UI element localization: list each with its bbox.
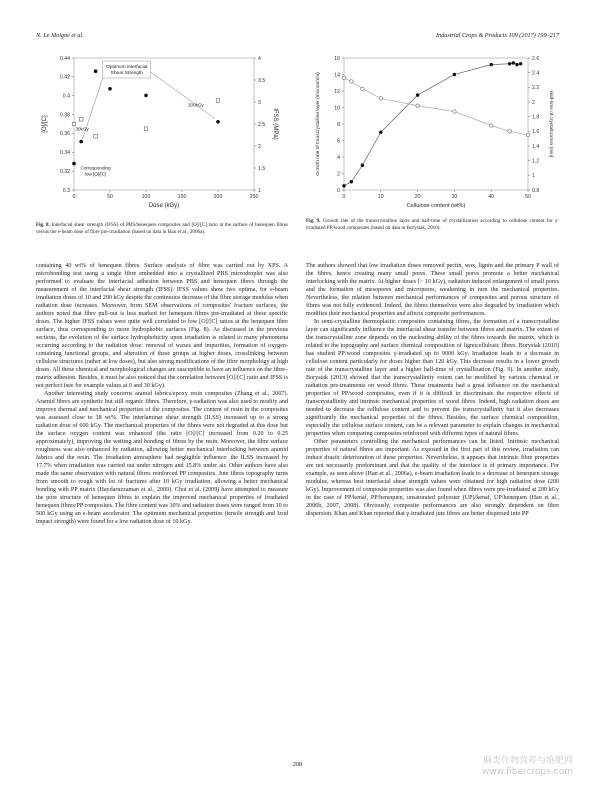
y-right-tick-label: 2.4: [532, 70, 540, 77]
y-right-tick-label: 0.8: [532, 187, 540, 194]
right-paragraph-1: The authors showed that low irradiation doses removed pectin, wax, lignin and the primary P wall of the fibres, hence creating many small pores. These small pores promote a better mechanical interlocking with the matrix. At higher doses (> 10 kGy), radiation induced enlargement of small pores and the formation of mesopores and micropores, weakening in turn the mechanical properties. Nevertheless, the relation between mechanical performances of composites and porous structure of fibres was not fully evidenced. Indeed, the fibres themselves were also degraded by irradiation which modifies their mechanical properties and affects composite performances.: [306, 263, 559, 317]
y-left-tick-label: 8: [337, 121, 340, 128]
figure-9-caption: [306, 218, 559, 232]
growth-rate-point: [379, 131, 382, 134]
x-tick-label: 100: [141, 194, 151, 200]
growth-rate-point: [519, 62, 522, 65]
y-right-tick-label: 3: [258, 99, 261, 106]
half-time-point: [350, 80, 354, 84]
annotation-optimum-line-1: Optimum interfacial: [106, 65, 148, 70]
y-right-tick-label: 1.4: [532, 143, 540, 150]
y-right-tick-label: 3.5: [258, 77, 266, 84]
y-right-tick-label: 1.6: [532, 129, 540, 136]
ifss-point: [94, 69, 98, 73]
figure-9-caption-text: Growth rate of the transcrystalline layer and half-time of crystallization according to cellulose content for γ-irradiated PP/wood composites (based on data in Borysiak, 2010).: [306, 218, 559, 231]
y-left-tick-label: 0.3: [62, 187, 70, 194]
y-left-tick-label: 14: [334, 72, 340, 79]
oc-ratio-point: [79, 117, 83, 121]
ifss-point: [79, 140, 83, 144]
x-axis-label: Dose (kGy): [148, 203, 180, 209]
annotation-200kgy: 200kGy: [188, 102, 204, 108]
y-left-tick-label: 0.4: [62, 93, 70, 100]
half-time-point: [416, 104, 420, 108]
y-left-tick-label: 0.42: [59, 74, 70, 81]
half-time-line: [344, 78, 528, 135]
y-left-tick-label: 0.44: [59, 55, 70, 62]
y-right-tick-label: 1.5: [258, 165, 266, 172]
left-paragraph-2: Another interesting study concerns aramid fabrics/epoxy resin composites (Zhang et al., 2007). Aramid fibres are synthetic but still organic fibres. Therefore, γ-radiation was also used to modify and improve thermal and mechanical properties of the composites. The content of resin in the composites was assessed close to 38 wt%. The interlaminar shear strength (ILSS) increased up to a strong radiation dose of 600 kGy. The mechanical properties of the fibres were not degraded at this dose but the surface oxygen content was enhanced (the ratio [O]/[C] increased from 0.20 to 0.25 approximately), improving the wetting and bonding of fibres by the resin. Moreover, the fibre surface roughness was also enhanced by radiation, allowing better mechanical interlocking between aramid fabrics and the resin. The irradiation atmosphere had negligible influence: the ILSS increased by 17.7% when irradiation was carried out under nitrogen and 15.8% under air. Other authors have also made the same observation with natural fibres reinforced PP composites. Jute fibres topography turns from smooth to rough with lot of fractures after 10 kGy irradiation, allowing a better mechanical bonding with PP matrix (Haydaruzzaman et al., 2009). Choi et al. (2009) have attempted to measure the pore structure of henequen fibres to explain the improved mechanical properties of irradiated henequen fibres/PP composites. The fibre content was 30% and radiation doses were ranged from 10 to 500 kGy using an e-beam accelerator. The optimum mechanical properties (tensile strength and Izod impact strength) were found for a low radiation dose of 10 kGy.: [36, 391, 288, 525]
x-tick-label: 50: [107, 194, 113, 200]
half-time-point: [361, 87, 365, 91]
growth-rate-point: [342, 184, 345, 187]
x-tick-label: 0: [72, 194, 76, 200]
annotation-low-oc-line-1: Corresponding: [80, 165, 111, 171]
right-column: [306, 262, 559, 518]
growth-rate-point: [508, 62, 511, 65]
y-left-tick-label: 0.36: [59, 131, 70, 138]
y-left-tick-label: 0.34: [59, 150, 70, 157]
figure-9: [306, 50, 559, 210]
y-left-tick-label: 0.32: [59, 168, 70, 175]
ifss-point: [108, 87, 112, 91]
y-left-tick-label: 12: [334, 88, 340, 95]
x-tick-label: 0: [342, 194, 346, 200]
y-left-tick-label: 0: [337, 187, 340, 194]
growth-rate-line: [344, 63, 521, 186]
y-left-tick-label: 6: [337, 138, 340, 145]
figure-8-caption: [36, 222, 288, 236]
y-left-tick-label: 0.38: [59, 112, 70, 119]
figure-9-caption-label: Fig. 9.: [306, 218, 321, 224]
right-paragraph-3: Other parameters controlling the mechanical performances can be listed. Intrinsic mechanical properties of natural fibres are important. As exposed in the first part of this review, irradiation can induce drastic deterioration of these properties. Nevertheless, it appears that intrinsic fibre properties are not necessarily predominant and that the quality of the interface is of primary importance. For example, as seen above (Han et al., 2006a), e-beam irradiation leads to a decrease of henequen storage modulus, whereas best interfacial shear strength values were obtained for high radiation dose (200 kGy). Improvement of composite properties was also found when fibres were pre-irradiated at 200 kGy in the case of PP/kenaf, PP/henequen, unsaturated polyester (UP)/kenaf, UP/henequen (Han et al., 2006b, 2007, 2008). Obviously, composite performances are also strongly dependent on fibre dispersion. Khan and Khan reported that γ-irradiated jute fibres are better dispersed into PP: [306, 439, 559, 517]
x-tick-label: 150: [177, 194, 187, 200]
annotation-arrow-optimum-high: [151, 72, 215, 119]
x-tick-label: 40: [488, 194, 495, 200]
left-paragraph-1: containing 40 wt% of henequen fibres. Surface analysis of fibre was carried out by XPS. A microbonding test using a single fibre embedded into a crystallized PBS microdroplet was also performed to evaluate the interfacial adhesion between PBS and henequen fibres through the measurement of the interfacial shear strength (IFSS). IFSS values show two optima, for e-beam irradiation doses of 10 and 200 kGy despite the continuous decrease of the fibre storage modulus when radiation dose increases. Moreover, from SEM observations of composites' fracture surfaces, the authors noted that fibre pull-out is less marked for henequen fibres pre-irradiated at these specific doses. The higher IFSS values were quite well correlated to low [O]/[C] ratios at the henequen fibre surface, thus corresponding to more hydrophobic surfaces (Fig. 8). As discussed in the previous sections, the evolution of the surface hydrophobicity upon irradiation is related to many phenomena occurring according to the radiation dose: removal of waxes and impurities, formation of oxygen-containing functional groups, and alteration of these groups at higher doses, crosslinking between cellulose structures (rather at low doses), but also strong modifications of the fibre morphology at high doses. All these chemical and morphological changes are susceptible to have an influence on the fibre–matrix adhesion. Besides, it must be also noticed that the correlation between [O]/[C] ratio and IFSS is not perfect (see for example values at 0 and 30 kGy).: [36, 263, 288, 389]
half-time-point: [508, 130, 512, 134]
running-header-authors: N. Le Moigne et al.: [36, 32, 84, 39]
plot-frame: [344, 58, 528, 190]
ifss-point: [72, 162, 76, 166]
growth-rate-point: [361, 164, 364, 167]
y-left-tick-label: 4: [337, 154, 340, 161]
oc-ratio-point: [216, 99, 220, 103]
x-tick-label: 200: [213, 194, 223, 200]
oc-ratio-point: [144, 127, 148, 131]
figure-8: [36, 50, 288, 215]
growth-rate-point: [350, 180, 353, 183]
y-right-tick-label: 2.6: [532, 55, 540, 62]
x-axis-label: Cellulose content (wt%): [406, 203, 466, 209]
watermark-line-2: www.fibercrops.com: [482, 767, 573, 777]
right-paragraph-2: In semi-crystalline thermoplastic composites containing fibres, the formation of a transcrystalline layer can significantly influence the interfacial shear transfer between fibres and matrix. The extent of the transcrystalline zone depends on the nucleating ability of the fibres towards the matrix, which is related to the topography and surface chemical composition of lignocellulosic fibres. Borysiak (2010) has studied PP/wood composites γ-irradiated up to 9000 kGy. Irradiation leads to a decrease in cellulose content particularly for doses higher than 120 kGy. This decrease results in a lower growth rate of the transcrystalline layer and a higher half-time of crystallization (Fig. 9). In another study, Borysiak (2013) showed that the transcrystallinity extent can be modified by various chemical or radiation pre-treatments on wood fibres. These treatments had a great influence on the mechanical properties of PP/wood composites, even if it is difficult to discriminate the respective effects of transcrystallinity and intrinsic mechanical properties of wood fibres. Indeed, high radiation doses are needed to decrease the cellulose content and to prevent the transcrystallinity but it also decreases significantly the mechanical properties of the fibres. Besides, the surface chemical composition, especially the cellulose surface content, can be a relevant parameter to explain changes in mechanical properties when comparing composites reinforced with different types of natural fibres.: [306, 319, 559, 437]
half-time-point: [342, 76, 346, 80]
x-tick-label: 50: [525, 194, 531, 200]
oc-ratio-point: [72, 122, 76, 126]
y-right-tick-label: 4: [258, 55, 261, 62]
watermark-line-1: 麻类作物营养与施肥网: [482, 756, 573, 766]
growth-rate-point: [416, 93, 419, 96]
half-time-point: [379, 97, 383, 101]
x-tick-label: 10: [377, 194, 384, 200]
figure-8-caption-label: Fig. 8.: [36, 222, 50, 228]
half-time-point: [489, 124, 493, 128]
ifss-point: [216, 120, 220, 124]
x-tick-label: 250: [249, 194, 259, 200]
page-number: 208: [292, 761, 303, 768]
y-right-axis-label: Half-time of crystallization (min): [548, 90, 553, 158]
growth-rate-point: [490, 63, 493, 66]
y-left-tick-label: 2: [337, 171, 340, 178]
growth-rate-point: [453, 73, 456, 76]
y-right-tick-label: 1.8: [532, 114, 540, 121]
y-left-axis-label: [O]/[C]: [42, 115, 48, 133]
growth-rate-point: [512, 61, 515, 64]
running-header-journal: Industrial Crops & Products 109 (2017) 199–217: [436, 32, 559, 39]
left-column: [36, 262, 288, 526]
y-right-tick-label: 1: [258, 187, 261, 194]
annotation-30kgy: 30kGy: [75, 126, 89, 132]
figure-8-chart: [36, 50, 288, 215]
growth-rate-point: [515, 63, 518, 66]
y-right-tick-label: 1: [532, 173, 535, 180]
y-right-axis-label: IFSS (MPa): [272, 108, 278, 140]
oc-ratio-point: [94, 134, 98, 138]
annotation-low-oc-line-2: low [O]/[C]: [84, 171, 107, 177]
y-right-tick-label: 2: [532, 99, 535, 106]
y-left-tick-label: 16: [334, 55, 340, 62]
y-right-tick-label: 1.2: [532, 158, 540, 165]
half-time-point: [526, 133, 530, 137]
figure-8-caption-text: Interfacial shear strength (IFSS) of PBS/henequen composites and [O]/[C] ratio at the surface of henequen fibres versus the e-beam dose of fibre pre-irradiation (based on data in Han et al., 2006a).: [36, 222, 288, 235]
y-right-tick-label: 2.5: [258, 121, 266, 128]
x-tick-label: 20: [414, 194, 421, 200]
y-left-axis-label: Growth rate of transcrystalline layer (micron/min): [316, 72, 321, 176]
figure-9-chart: [306, 50, 559, 210]
x-tick-label: 30: [451, 194, 458, 200]
y-left-tick-label: 10: [334, 105, 340, 112]
y-right-tick-label: 2: [258, 143, 261, 150]
annotation-optimum-line-2: Shear Strength: [110, 71, 143, 76]
watermark: [482, 756, 573, 778]
half-time-point: [453, 110, 457, 114]
ifss-point: [144, 94, 148, 98]
y-right-tick-label: 2.2: [532, 85, 540, 92]
